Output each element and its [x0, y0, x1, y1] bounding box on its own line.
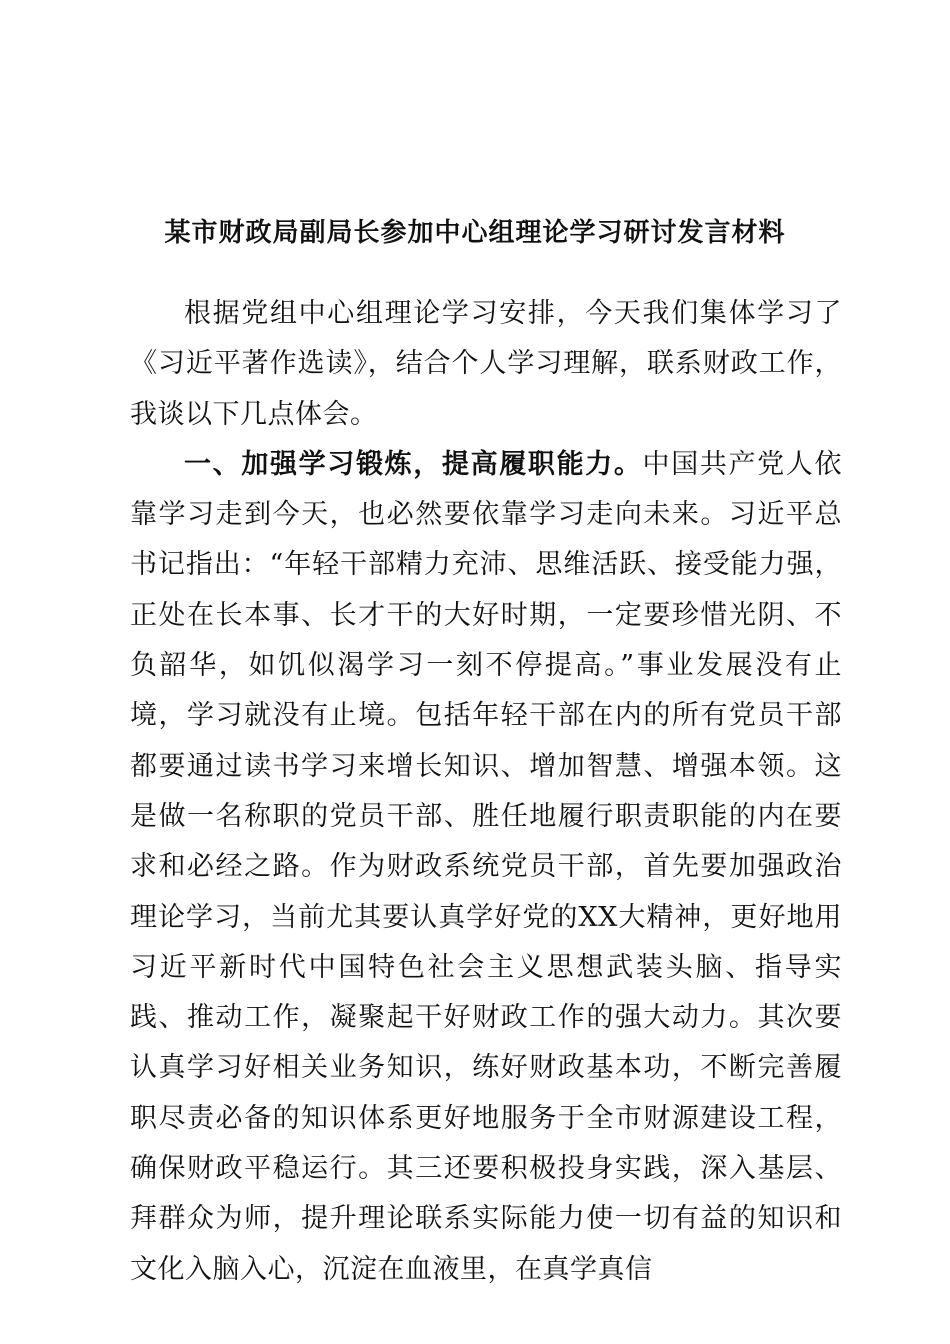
section-one-text: 中国共产党人依靠学习走到今天，也必然要依靠学习走向未来。习近平总书记指出：“年轻干部精力充沛、思维活跃、接受能力强，正处在长本事、长才干的大好时期，一定要珍惜光阴、不负韶华，如饥似渴学习一刻不停提高。”事业发展没有止境，学习就没有止境。包括年轻干部在内的所有党员干部都要通过读书学习来增长知识、增加智慧、增强本领。这是做一名称职的党员干部、胜任地履行职责职能的内在要求和必经之路。作为财政系统党员干部，首先要加强政治理论学习，当前尤其要认真学好党的XX大精神，更好地用习近平新时代中国特色社会主义思想武装头脑、指导实践、推动工作，凝聚起干好财政工作的强大动力。其次要认真学习好相关业务知识，练好财政基本功，不断完善履职尽责必备的知识体系更好地服务于全市财源建设工程，确保财政平稳运行。其三还要积极投身实践，深入基层、拜群众为师，提升理论联系实际能力使一切有益的知识和文化入脑入心，沉淀在血液里，在真学真信: [130, 448, 843, 1285]
document-body: [130, 289, 842, 1295]
section-one-paragraph: [130, 440, 842, 1295]
section-one-heading: 一、加强学习锻炼，提高履职能力。: [184, 448, 643, 480]
document-title: 某市财政局副局长参加中心组理论学习研讨发言材料: [164, 218, 786, 248]
intro-paragraph: 根据党组中心组理论学习安排，今天我们集体学习了《习近平著作选读》，结合个人学习理解，联系财政工作，我谈以下几点体会。: [130, 298, 842, 430]
